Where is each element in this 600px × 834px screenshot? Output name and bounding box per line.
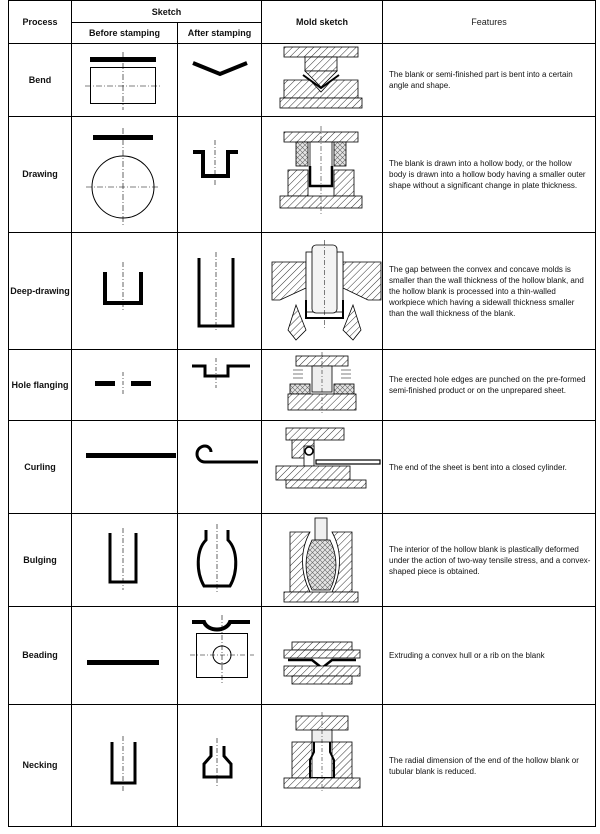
bulging-mold-sketch xyxy=(284,518,358,602)
necking-mold-sketch xyxy=(284,712,360,792)
necking-before-sketch xyxy=(112,736,135,792)
drawing-after-sketch xyxy=(193,140,238,186)
hole-flanging-after-sketch xyxy=(192,358,250,388)
header-process: Process xyxy=(22,17,58,27)
features-necking: The radial dimension of the end of the hollow blank or tubular blank is reduced. xyxy=(389,755,579,776)
features-beading: Extruding a convex hull or a rib on the blank xyxy=(389,651,545,660)
necking-after-sketch xyxy=(204,738,231,786)
features-bulging: The interior of the hollow blank is plastically deformed under the action of two-way tensile stress, and a convex-shaped piece is obtained. xyxy=(389,544,591,576)
curling-before-sketch xyxy=(86,453,176,458)
bulging-after-sketch xyxy=(198,524,236,594)
features-hole-flanging: The erected hole edges are punched on the pre-formed semi-finished product or on the unprepared sheet. xyxy=(389,375,586,395)
header-mold-sketch: Mold sketch xyxy=(295,17,348,27)
bend-before-sketch xyxy=(85,52,162,110)
header-before-stamping: Before stamping xyxy=(88,28,160,38)
features-drawing: The blank is drawn into a hollow body, or the hollow body is drawn into a hollow body having a smaller outer shape without a significant change in plate thickness. xyxy=(389,159,586,190)
features-bend: The blank or semi-finished part is bent into a certain angle and shape. xyxy=(389,70,573,90)
bulging-before-sketch xyxy=(110,528,136,590)
beading-mold-sketch xyxy=(284,642,360,684)
features-curling: The end of the sheet is bent into a closed cylinder. xyxy=(389,462,567,472)
process-bend: Bend xyxy=(28,74,52,85)
process-deep-drawing: Deep-drawing xyxy=(10,285,70,296)
features-deep-drawing: The gap between the convex and concave molds is smaller than the wall thickness of the hollow blank, and the hollow blank is processed into a thin-walled workpiece which having a sidewall thickness smaller than the wall thickness of the blank. xyxy=(389,264,584,318)
header-after-stamping: After stamping xyxy=(187,28,252,38)
bend-after-sketch xyxy=(193,63,247,74)
process-hole-flanging: Hole flanging xyxy=(11,379,69,390)
bend-mold-sketch xyxy=(280,47,362,108)
deep-drawing-before-sketch xyxy=(105,262,141,312)
process-drawing: Drawing xyxy=(22,169,58,179)
process-necking: Necking xyxy=(22,760,58,770)
process-beading: Beading xyxy=(22,650,58,660)
beading-before-sketch xyxy=(87,660,159,665)
header-sketch: Sketch xyxy=(151,6,182,17)
drawing-mold-sketch xyxy=(280,126,362,214)
hole-flanging-mold-sketch xyxy=(288,352,356,414)
curling-mold-sketch xyxy=(276,428,380,488)
drawing-before-sketch xyxy=(86,128,160,226)
hole-flanging-before-sketch xyxy=(95,372,151,396)
process-bulging: Bulging xyxy=(23,554,57,565)
curling-after-sketch xyxy=(197,446,258,462)
beading-after-sketch xyxy=(190,615,254,684)
process-curling: Curling xyxy=(24,461,56,472)
deep-drawing-after-sketch xyxy=(199,252,233,332)
header-features: Features xyxy=(471,17,507,27)
deep-drawing-mold-sketch xyxy=(272,240,381,340)
